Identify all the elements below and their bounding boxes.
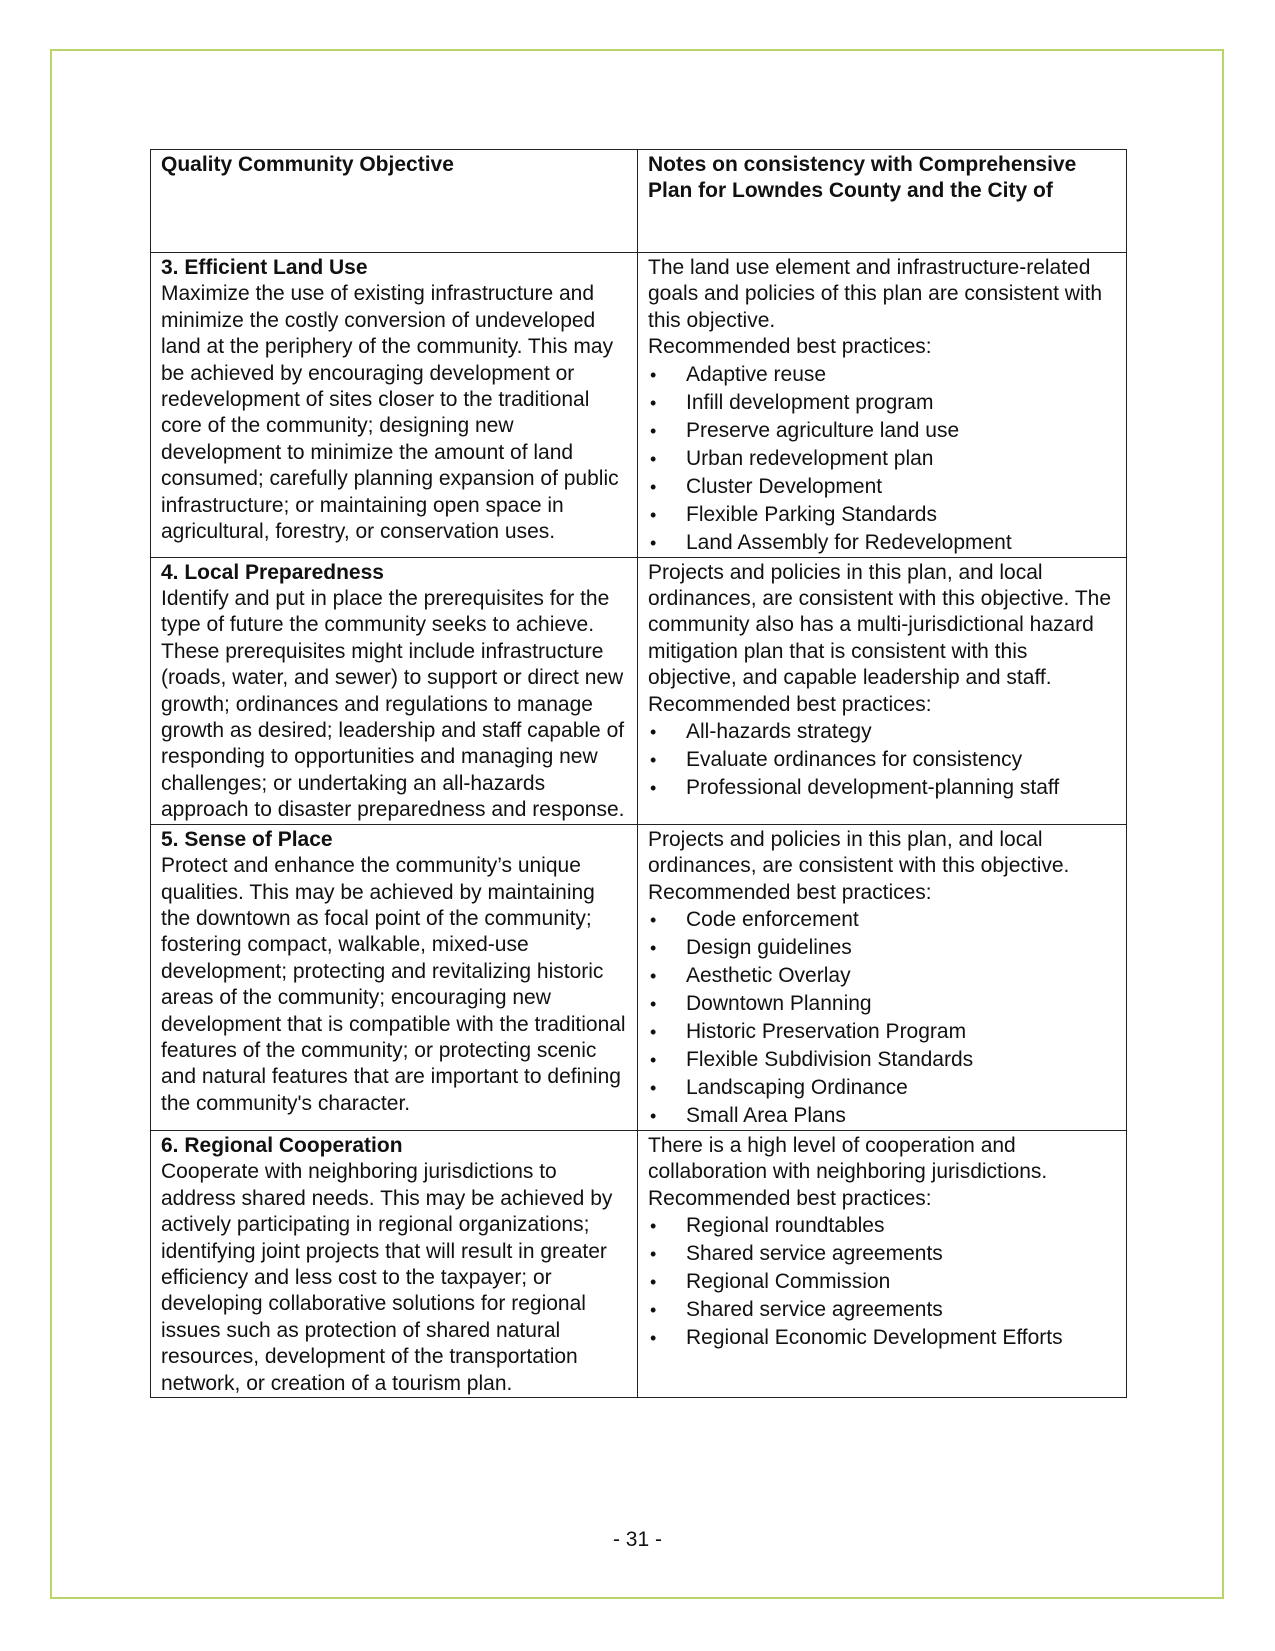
bullet-icon: • xyxy=(650,1216,657,1237)
notes-cell xyxy=(638,253,1127,558)
notes-cell xyxy=(638,824,1127,1130)
practice-text: Small Area Plans xyxy=(686,1103,846,1127)
table-row xyxy=(151,1130,1127,1397)
quality-community-table xyxy=(150,149,1127,1398)
list-item xyxy=(648,1102,1116,1130)
list-item xyxy=(648,445,1116,473)
notes-text: There is a high level of cooperation and collaboration with neighboring jurisdictions. xyxy=(648,1133,1048,1184)
table-row xyxy=(151,253,1127,558)
list-item xyxy=(648,473,1116,501)
objective-title: 6. Regional Cooperation xyxy=(161,1133,403,1157)
bullet-icon: • xyxy=(650,1049,657,1070)
practice-text: Landscaping Ordinance xyxy=(686,1075,908,1099)
practice-text: Aesthetic Overlay xyxy=(686,963,851,987)
bullet-icon: • xyxy=(650,364,657,385)
objective-title: 4. Local Preparedness xyxy=(161,560,384,584)
list-item xyxy=(648,529,1116,557)
list-item xyxy=(648,990,1116,1018)
objective-description: Protect and enhance the community’s unique qualities. This may be achieved by maintaining the downtown as focal point of the community; fostering compact, walkable, mixed-use development; protecting and revitalizing historic areas of the community; encouraging new development that is compatible with the traditional features of the community; or protecting scenic and natural features that are important to defining the community's character. xyxy=(161,854,626,1115)
list-item xyxy=(648,774,1116,802)
practice-text: Preserve agriculture land use xyxy=(686,418,960,442)
bullet-icon: • xyxy=(650,909,657,930)
list-item xyxy=(648,962,1116,990)
table-row xyxy=(151,824,1127,1130)
objective-title: 5. Sense of Place xyxy=(161,827,333,851)
objective-cell xyxy=(151,824,638,1130)
list-item xyxy=(648,1074,1116,1102)
bullet-icon: • xyxy=(650,532,657,553)
bullet-icon: • xyxy=(650,993,657,1014)
objective-cell xyxy=(151,557,638,824)
bullet-icon: • xyxy=(650,1300,657,1321)
objective-description: Maximize the use of existing infrastructure and minimize the costly conversion of undeveloped land at the periphery of the community. This may be achieved by encouraging development or redevelopment of sites closer to the traditional core of the community; designing new development to minimize the amount of land consumed; carefully planning expansion of public infrastructure; or maintaining open space in agricultural, forestry, or conservation uses. xyxy=(161,282,619,544)
practice-text: Downtown Planning xyxy=(686,991,872,1015)
practice-text: Evaluate ordinances for consistency xyxy=(686,748,1023,772)
practices-label: Recommended best practices: xyxy=(648,1186,932,1210)
notes-cell xyxy=(638,1130,1127,1397)
list-item xyxy=(648,1268,1116,1296)
objective-cell xyxy=(151,1130,638,1397)
bullet-icon: • xyxy=(650,1244,657,1265)
best-practices-list xyxy=(648,718,1116,802)
page-number: - 31 - xyxy=(612,1528,662,1551)
list-item xyxy=(648,746,1116,774)
bullet-icon: • xyxy=(650,1272,657,1293)
practice-text: Design guidelines xyxy=(686,935,852,959)
practice-text: Regional Commission xyxy=(686,1270,891,1294)
objective-description: Cooperate with neighboring jurisdictions to address shared needs. This may be achieved by actively participating in regional organizations; identifying joint projects that will result in greater efficiency and less cost to the taxpayer; or developing collaborative solutions for regional issues such as protection of shared natural resources, development of the transportation network, or creation of a tourism plan. xyxy=(161,1160,613,1395)
practice-text: Flexible Parking Standards xyxy=(686,502,937,526)
practice-text: Infill development program xyxy=(686,390,934,414)
notes-cell xyxy=(638,557,1127,824)
list-item xyxy=(648,1212,1116,1240)
practice-text: Regional roundtables xyxy=(686,1214,885,1238)
list-item xyxy=(648,1296,1116,1324)
bullet-icon: • xyxy=(650,476,657,497)
header-objective: Quality Community Objective xyxy=(151,150,638,253)
list-item xyxy=(648,934,1116,962)
objective-title: 3. Efficient Land Use xyxy=(161,256,368,279)
practice-text: Code enforcement xyxy=(686,907,859,931)
bullet-icon: • xyxy=(650,722,657,743)
notes-text: Projects and policies in this plan, and local ordinances, are consistent with this objective. xyxy=(648,827,1070,878)
practice-text: Flexible Subdivision Standards xyxy=(686,1047,974,1071)
list-item xyxy=(648,389,1116,417)
bullet-icon: • xyxy=(650,750,657,771)
table-header-row xyxy=(151,150,1127,253)
practice-text: All-hazards strategy xyxy=(686,720,872,744)
practice-text: Regional Economic Development Efforts xyxy=(686,1326,1063,1350)
practice-text: Professional development-planning staff xyxy=(686,776,1060,800)
practice-text: Land Assembly for Redevelopment xyxy=(686,530,1012,554)
bullet-icon: • xyxy=(650,1021,657,1042)
bullet-icon: • xyxy=(650,448,657,469)
practices-label: Recommended best practices: xyxy=(648,880,932,904)
list-item xyxy=(648,417,1116,445)
practices-label: Recommended best practices: xyxy=(648,335,932,359)
list-item xyxy=(648,718,1116,746)
bullet-icon: • xyxy=(650,965,657,986)
list-item xyxy=(648,1240,1116,1268)
bullet-icon: • xyxy=(650,778,657,799)
bullet-icon: • xyxy=(650,420,657,441)
bullet-icon: • xyxy=(650,1328,657,1349)
practice-text: Urban redevelopment plan xyxy=(686,446,934,470)
notes-text: The land use element and infrastructure-related goals and policies of this plan are consistent with this objective. xyxy=(648,256,1103,332)
bullet-icon: • xyxy=(650,1105,657,1126)
bullet-icon: • xyxy=(650,937,657,958)
practice-text: Adaptive reuse xyxy=(686,362,827,386)
practice-text: Cluster Development xyxy=(686,474,883,498)
practice-text: Shared service agreements xyxy=(686,1242,943,1266)
list-item xyxy=(648,1324,1116,1352)
objective-cell xyxy=(151,253,638,558)
best-practices-list xyxy=(648,1212,1116,1352)
table-row xyxy=(151,557,1127,824)
list-item xyxy=(648,1046,1116,1074)
bullet-icon: • xyxy=(650,504,657,525)
list-item xyxy=(648,1018,1116,1046)
list-item xyxy=(648,501,1116,529)
best-practices-list xyxy=(648,906,1116,1130)
practice-text: Shared service agreements xyxy=(686,1298,943,1322)
list-item xyxy=(648,361,1116,389)
best-practices-list xyxy=(648,361,1116,557)
bullet-icon: • xyxy=(650,392,657,413)
header-notes: Notes on consistency with Comprehensive Plan for Lowndes County and the City of xyxy=(638,150,1127,253)
objective-description: Identify and put in place the prerequisites for the type of future the community seeks to achieve. These prerequisites might include infrastructure (roads, water, and sewer) to support or direct new growth; ordinances and regulations to manage growth as desired; leadership and staff capable of responding to opportunities and managing new challenges; or undertaking an all-hazards approach to disaster preparedness and response. xyxy=(161,587,625,822)
bullet-icon: • xyxy=(650,1077,657,1098)
list-item xyxy=(648,906,1116,934)
practice-text: Historic Preservation Program xyxy=(686,1019,967,1043)
notes-text: Projects and policies in this plan, and local ordinances, are consistent with this objective. The community also has a multi-jurisdictional hazard mitigation plan that is consistent with this objective, and capable leadership and staff. xyxy=(648,560,1112,690)
practices-label: Recommended best practices: xyxy=(648,692,932,716)
